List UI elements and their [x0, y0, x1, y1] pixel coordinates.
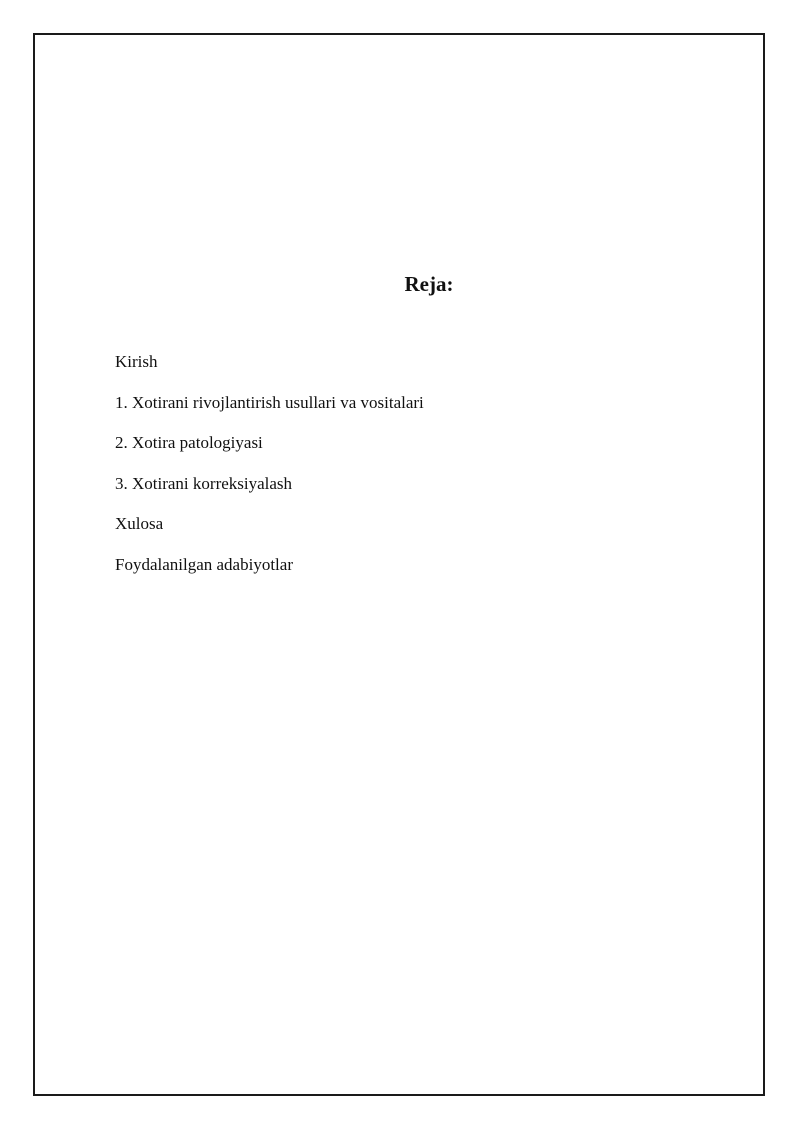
toc-item-references: Foydalanilgan adabiyotlar — [115, 554, 293, 574]
toc-item-section-1: 1. Xotirani rivojlantirish usullari va vositalari — [115, 392, 424, 412]
toc-item-section-2: 2. Xotira patologiyasi — [115, 433, 263, 452]
page-title: Reja: — [404, 272, 454, 296]
toc-item-conclusion: Xulosa — [115, 514, 164, 533]
table-of-contents — [115, 351, 424, 594]
toc-item-introduction: Kirish — [115, 352, 158, 371]
toc-item-section-3: 3. Xotirani korreksiyalash — [115, 473, 293, 493]
